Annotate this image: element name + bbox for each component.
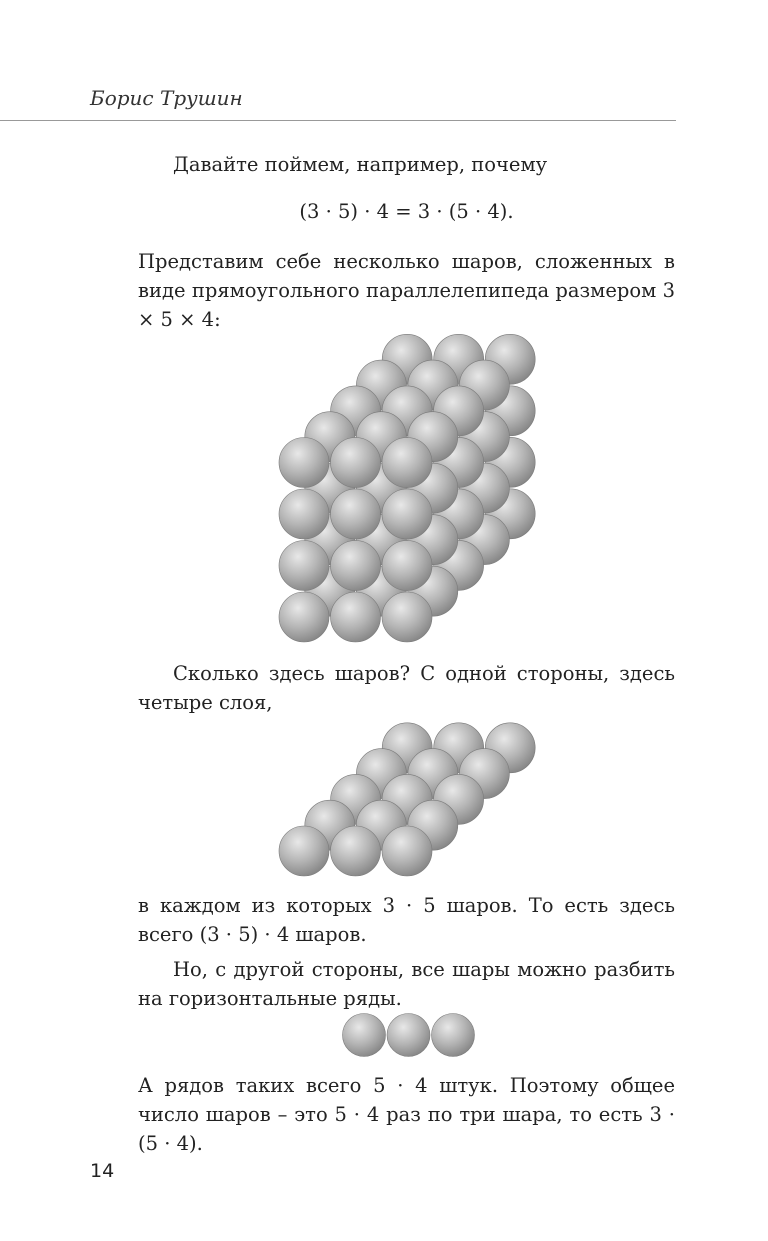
ball [387,1014,430,1057]
page-number: 14 [90,1160,115,1182]
ball [331,489,381,539]
figure-layer [279,723,535,876]
paragraph-2: Представим себе несколько шаров, сложенных в виде прямоугольного параллелепипеда размером 3 × 5 × 4: [138,250,675,331]
ball [279,826,329,876]
paragraph-3: Сколько здесь шаров? С одной стороны, здесь четыре слоя, [138,662,675,714]
paragraph-5: Но, с другой стороны, все шары можно разбить на горизонтальные ряды. [138,958,675,1010]
paragraph-6: А рядов таких всего 5 · 4 штук. Поэтому общее число шаров – это 5 · 4 раз по три шара, то есть 3 · (5 · 4). [138,1074,675,1155]
paragraph-4: в каждом из которых 3 · 5 шаров. То есть здесь всего (3 · 5) · 4 шаров. [138,894,675,946]
figure-row [343,1014,475,1057]
ball [279,541,329,591]
running-header: Борис Трушин [90,86,243,110]
ball [343,1014,386,1057]
figure-box-3x5x4 [279,334,535,642]
ball [279,438,329,488]
paragraph-1: Давайте поймем, например, почему [173,153,548,176]
ball [382,541,432,591]
ball [279,489,329,539]
ball [382,438,432,488]
ball [432,1014,475,1057]
ball [279,592,329,642]
ball [331,826,381,876]
ball [331,541,381,591]
ball [382,489,432,539]
ball [382,592,432,642]
ball [331,592,381,642]
ball [382,826,432,876]
formula: (3 · 5) · 4 = 3 · (5 · 4). [299,200,514,223]
ball [331,438,381,488]
